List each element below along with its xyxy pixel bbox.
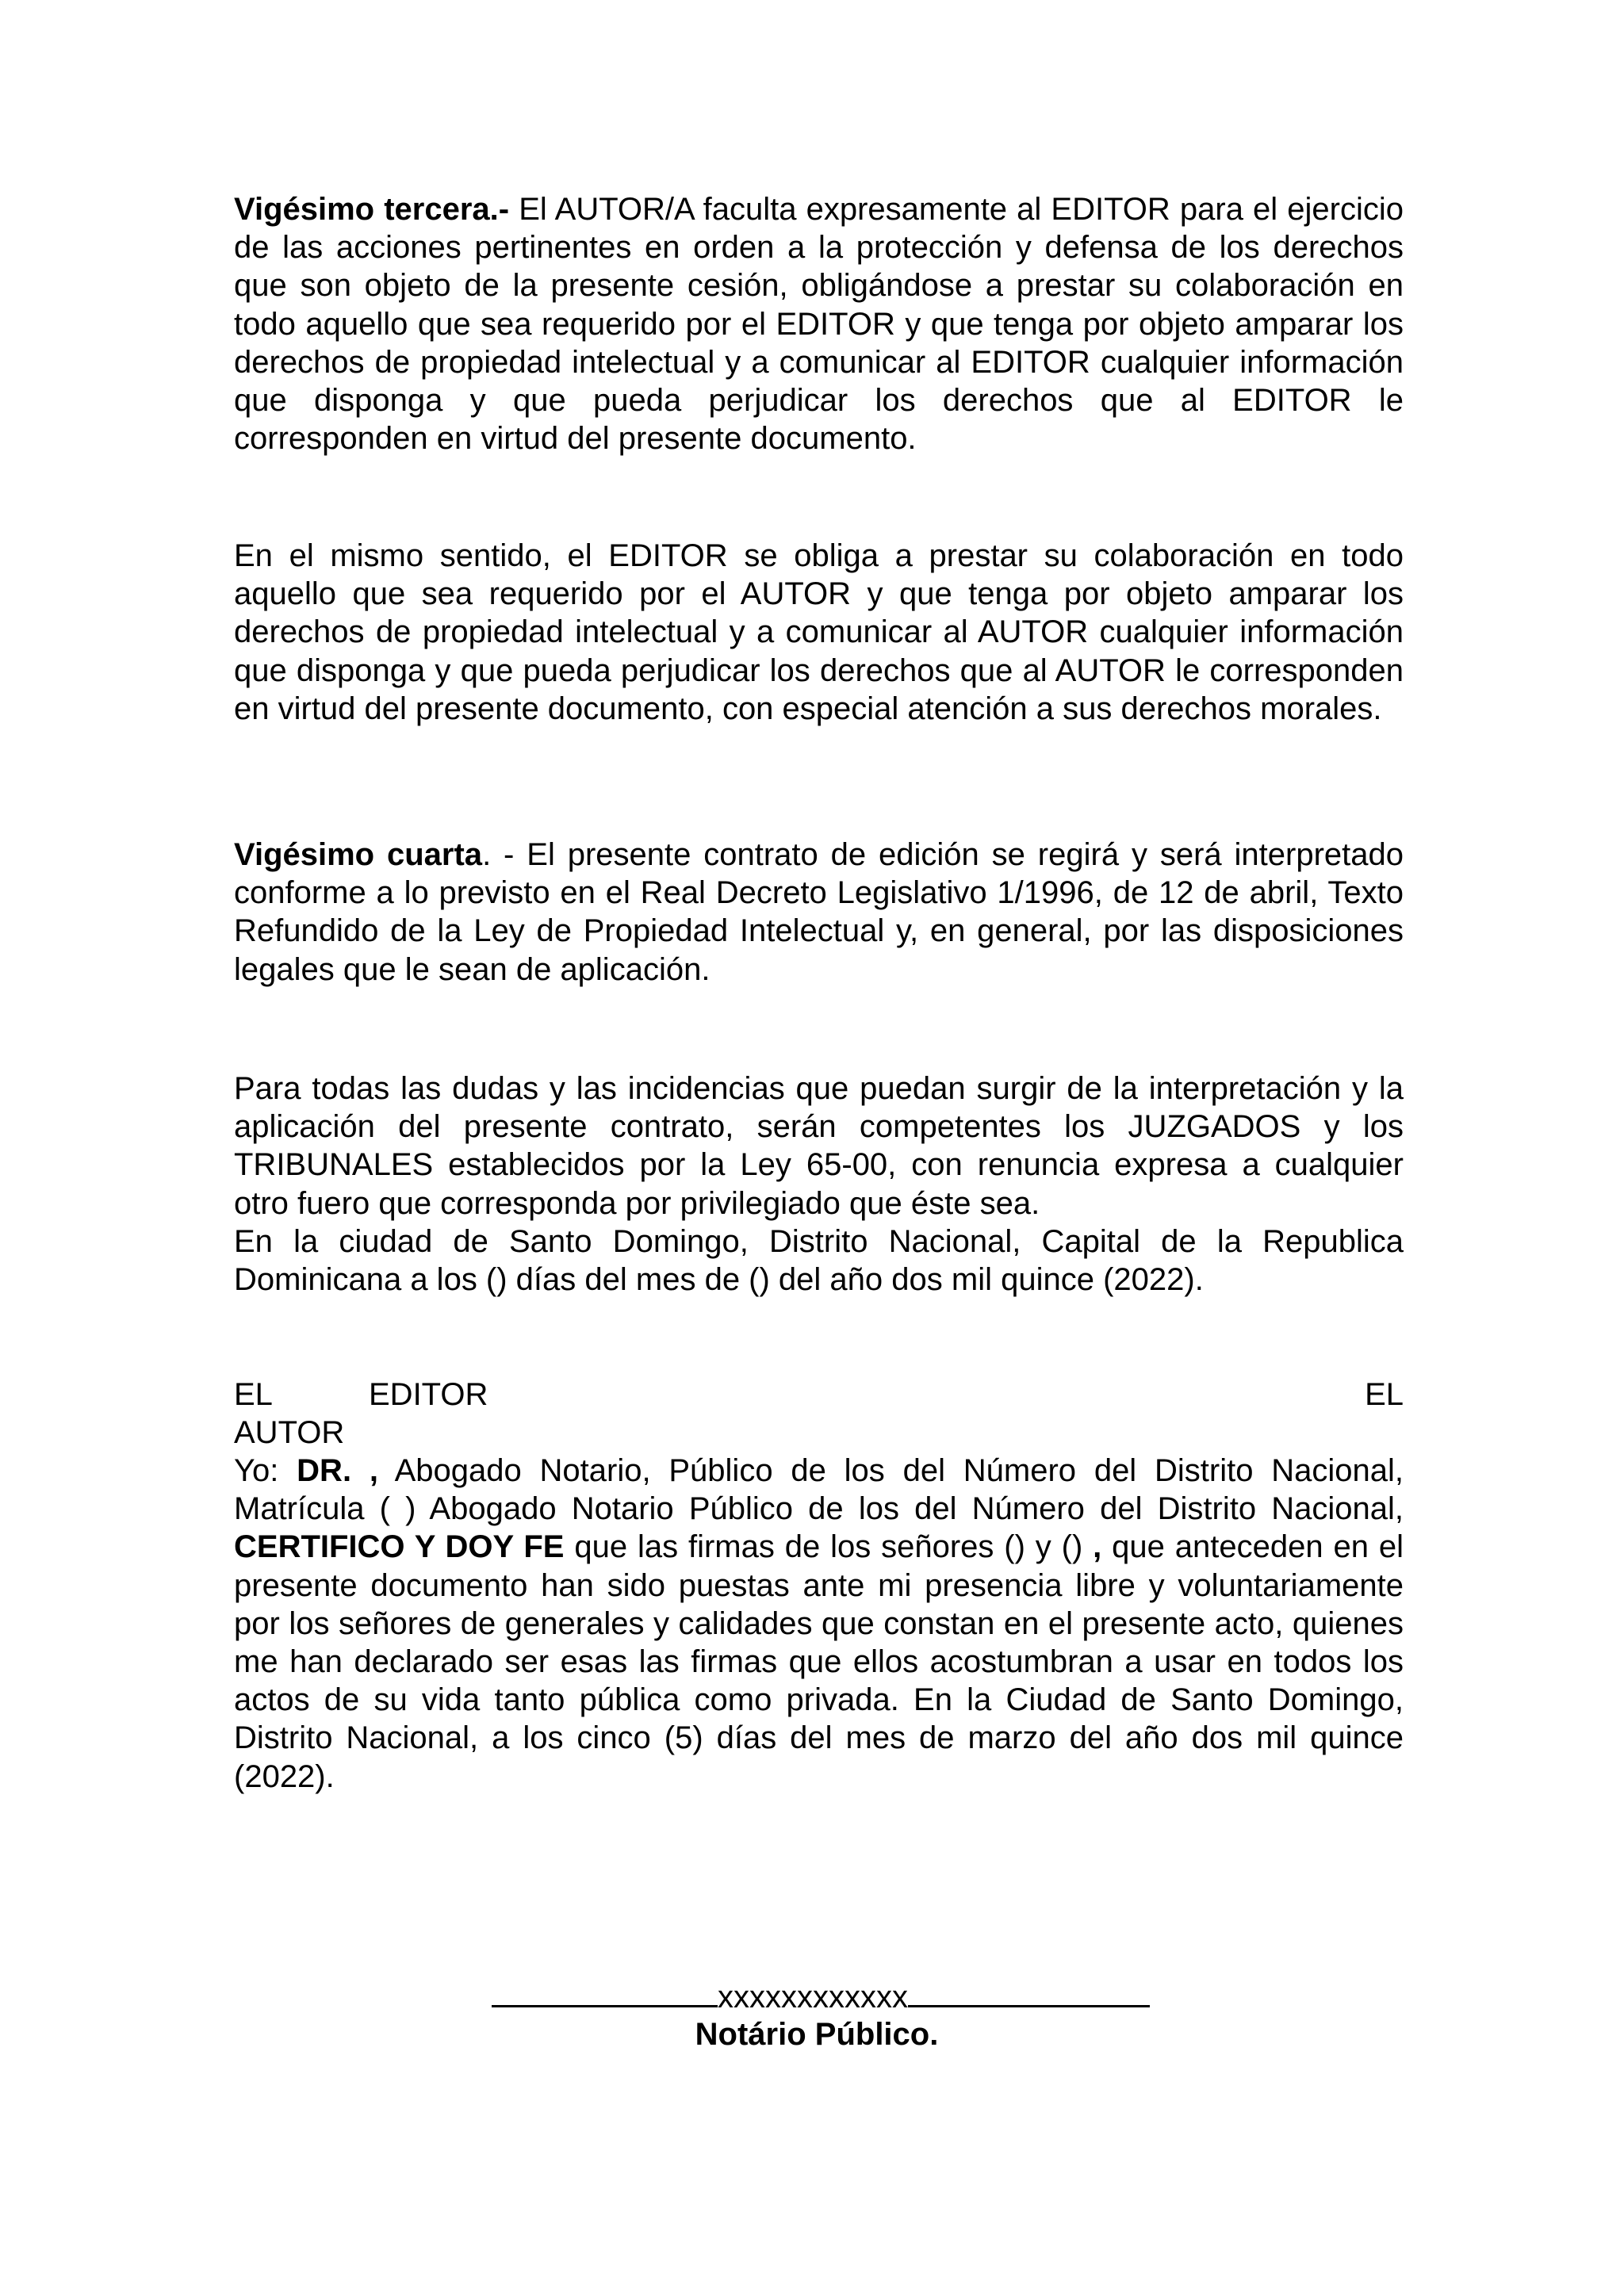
notary-text-3: que anteceden en el presente documento han sido puestas ante mi presencia libre y voluntariamente por los señores de generales y calidades que constan en el presente acto, quienes me han declarado ser esas las firmas que ellos acostumbran a usar en todos los actos de su vida tanto pública como privada. En la Ciudad de Santo Domingo, Distrito Nacional, a los cinco (5) días del mes de marzo del año dos mil quince (2022). (234, 1529, 1404, 1794)
el-label-1: EL (234, 1377, 273, 1412)
el-label-2: EL (1365, 1377, 1404, 1412)
notary-yo: Yo: (234, 1453, 297, 1488)
notary-title: Notário Público. (695, 2017, 939, 2052)
jurisdiction-text: Para todas las dudas y las incidencias que puedan surgir de la interpretación y la aplicación del presente contrato, serán competentes los JUZGADOS y los TRIBUNALES establecidos por la Ley 65-00, con renuncia expresa a cualquier otro fuero que corresponda por privilegiado que éste sea. (234, 1071, 1404, 1221)
clause-23-heading: Vigésimo tercera.- (234, 192, 510, 227)
clause-24-paragraph (234, 836, 1404, 989)
notary-text-2: que las firmas de los señores () y () (564, 1529, 1083, 1565)
signature-underline-left (492, 1981, 718, 2007)
notary-certification (234, 1452, 1404, 1796)
signature-line (492, 1978, 1142, 2016)
place-date-text: En la ciudad de Santo Domingo, Distrito Nacional, Capital de la Republica Dominicana a los () días del mes de () del año dos mil quince (2022). (234, 1223, 1404, 1298)
clause-24-body: . - El presente contrato de edición se regirá y será interpretado conforme a lo previsto en el Real Decreto Legislativo 1/1996, de 12 de abril, Texto Refundido de la Ley de Propiedad Intelectual y, en general, por las disposiciones legales que le sean de aplicación. (234, 837, 1404, 987)
notary-certifico: CERTIFICO Y DOY FE (234, 1529, 565, 1565)
notary-comma-2: , (1082, 1529, 1102, 1565)
clause-23-paragraph (234, 190, 1404, 457)
notary-text-1: Abogado Notario, Público de los del Número del Distrito Nacional, Matrícula ( ) Abogado Notario Público de los del Número del Distrito Nacional, (234, 1453, 1404, 1527)
signature-underline-right (908, 1981, 1150, 2007)
clause-24-heading: Vigésimo cuarta (234, 837, 483, 872)
clause-23-body: El AUTOR/A faculta expresamente al EDITOR para el ejercicio de las acciones pertinentes en orden a la protección y defensa de los derechos que son objeto de la presente cesión, obligándose a prestar su colaboración en todo aquello que sea requerido por el EDITOR y que tenga por objeto amparar los derechos de propiedad intelectual y a comunicar al EDITOR cualquier información que disponga y que pueda perjudicar los derechos que al EDITOR le corresponden en virtud del presente documento. (234, 192, 1404, 457)
notary-dr: DR. (297, 1453, 352, 1488)
notary-name-placeholder: xxxxxxxxxxxx (718, 1980, 908, 2015)
autor-label: AUTOR (234, 1415, 345, 1450)
clause-23-paragraph-2: En el mismo sentido, el EDITOR se obliga a prestar su colaboración en todo aquello que sea requerido por el AUTOR y que tenga por objeto amparar los derechos de propiedad intelectual y a comunicar al AUTOR cualquier información que disponga y que pueda perjudicar los derechos que al AUTOR le corresponden en virtud del presente documento, con especial atención a sus derechos morales. (234, 538, 1404, 726)
editor-label: EDITOR (369, 1377, 488, 1412)
clause-24-paragraph-2 (234, 1070, 1404, 1299)
notary-comma: , (351, 1453, 378, 1488)
